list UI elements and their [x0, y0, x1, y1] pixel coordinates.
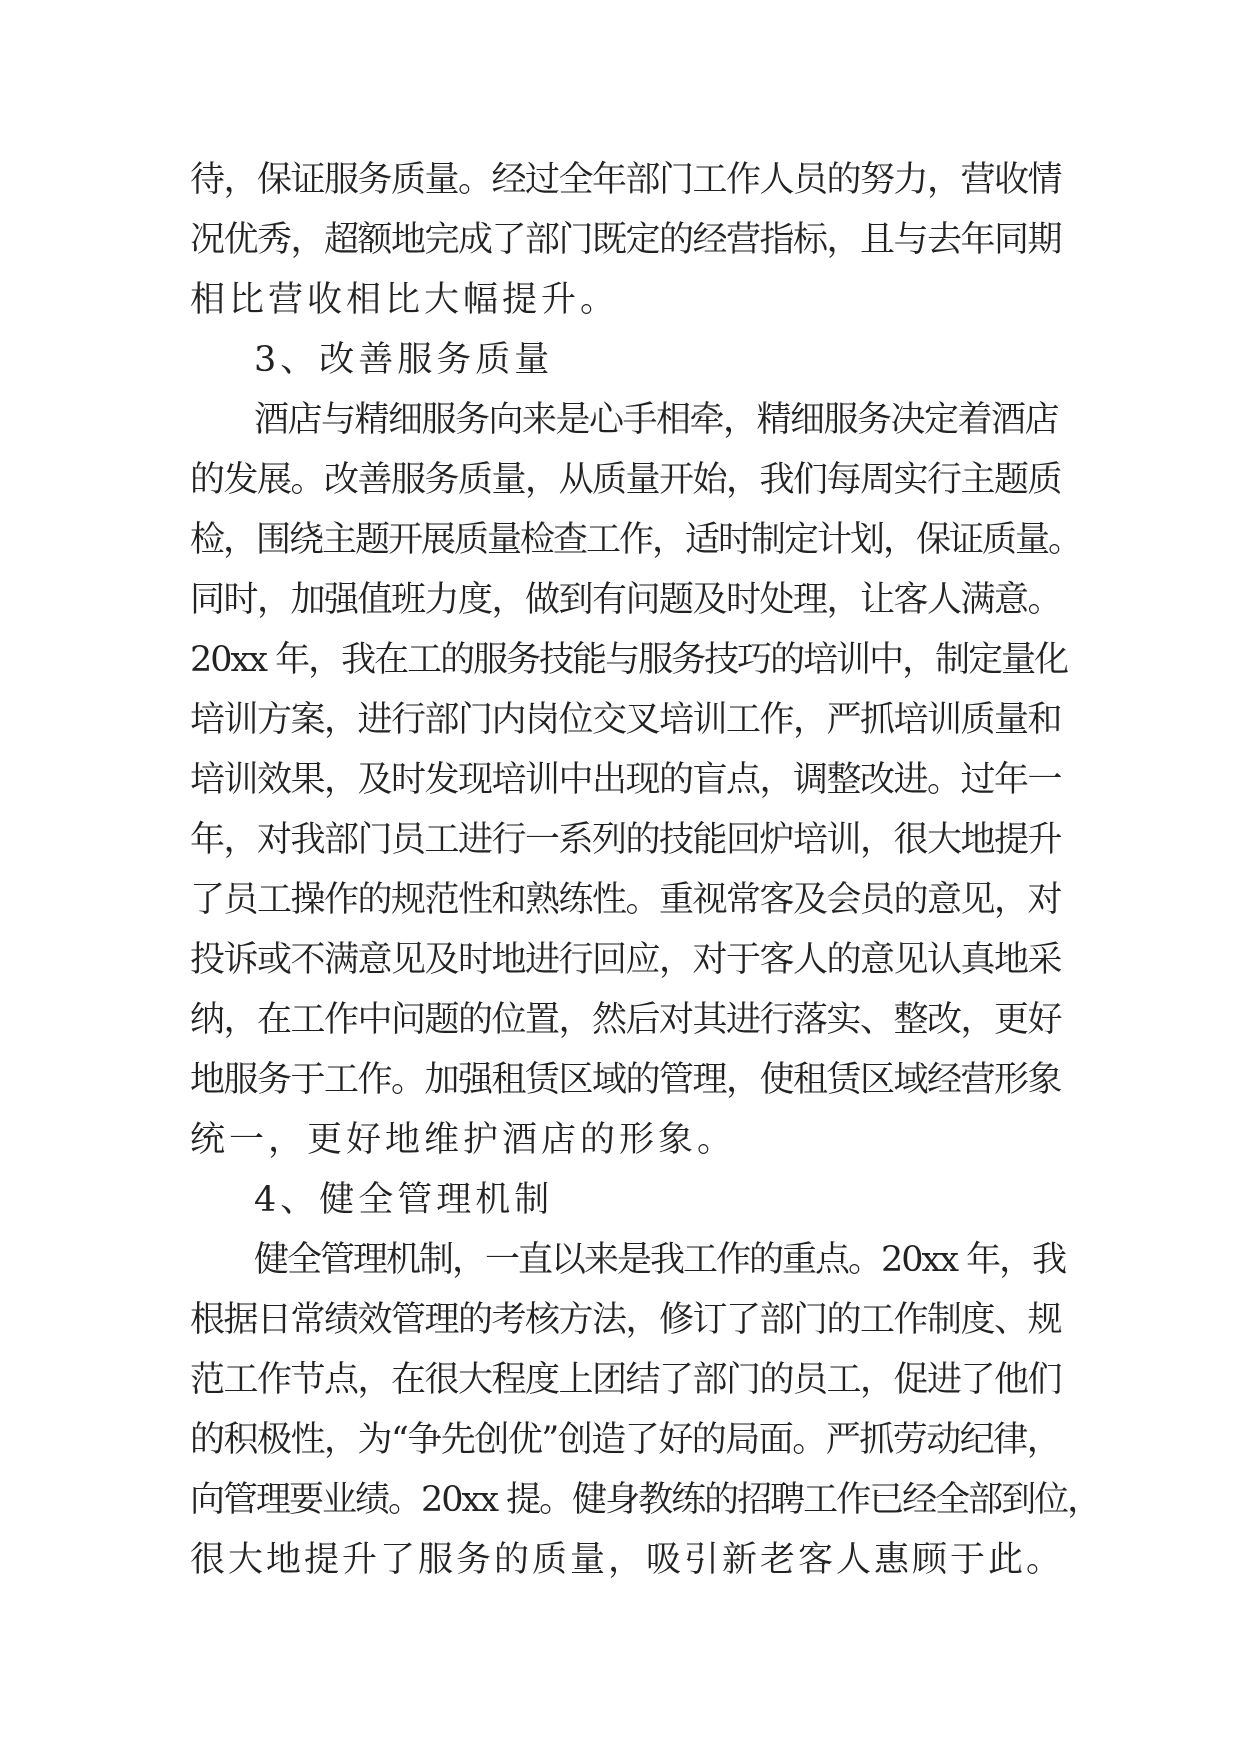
text-line: 培训方案，进行部门内岗位交叉培训工作，严抓培训质量和 — [190, 700, 1062, 740]
text-line: 向管理要业绩。20xx 提。健身教练的招聘工作已经全部到位， — [190, 1480, 1101, 1520]
text-line: 了员工操作的规范性和熟练性。重视常客及会员的意见，对 — [190, 880, 1062, 920]
text-line: 检，围绕主题开展质量检查工作，适时制定计划，保证质量。 — [190, 520, 1082, 560]
text-line: 酒店与精细服务向来是心手相牵，精细服务决定着酒店 — [254, 400, 1059, 440]
text-line: 20xx 年，我在工的服务技能与服务技巧的培训中，制定量化 — [190, 640, 1068, 680]
text-line: 相比营收相比大幅提升。 — [190, 280, 620, 320]
text-line: 很大地提升了服务的质量，吸引新老客人惠顾于此。 — [190, 1540, 1065, 1580]
text-line: 统一，更好地维护酒店的形象。 — [190, 1120, 737, 1160]
text-line: 纳，在工作中问题的位置，然后对其进行落实、整改，更好 — [190, 1000, 1062, 1040]
text-line: 范工作节点，在很大程度上团结了部门的员工，促进了他们 — [190, 1360, 1062, 1400]
text-line: 健全管理机制，一直以来是我工作的重点。20xx 年，我 — [254, 1240, 1066, 1280]
text-line: 同时，加强值班力度，做到有问题及时处理，让客人满意。 — [190, 580, 1062, 620]
text-line: 待，保证服务质量。经过全年部门工作人员的努力，营收情 — [190, 160, 1062, 200]
text-line: 培训效果，及时发现培训中出现的盲点，调整改进。过年一 — [190, 760, 1062, 800]
text-line: 的积极性，为“争先创优”创造了好的局面。严抓劳动纪律， — [190, 1420, 1061, 1460]
text-line: 况优秀，超额地完成了部门既定的经营指标，且与去年同期 — [190, 220, 1062, 260]
text-line: 年，对我部门员工进行一系列的技能回炉培训，很大地提升 — [190, 820, 1062, 860]
text-line: 地服务于工作。加强租赁区域的管理，使租赁区域经营形象 — [190, 1060, 1062, 1100]
text-line: 投诉或不满意见及时地进行回应，对于客人的意见认真地采 — [190, 940, 1062, 980]
section-heading: 3、改善服务质量 — [254, 340, 554, 380]
text-line: 根据日常绩效管理的考核方法，修订了部门的工作制度、规 — [190, 1300, 1062, 1340]
text-line: 的发展。改善服务质量，从质量开始，我们每周实行主题质 — [190, 460, 1062, 500]
section-heading: 4、健全管理机制 — [254, 1180, 554, 1220]
